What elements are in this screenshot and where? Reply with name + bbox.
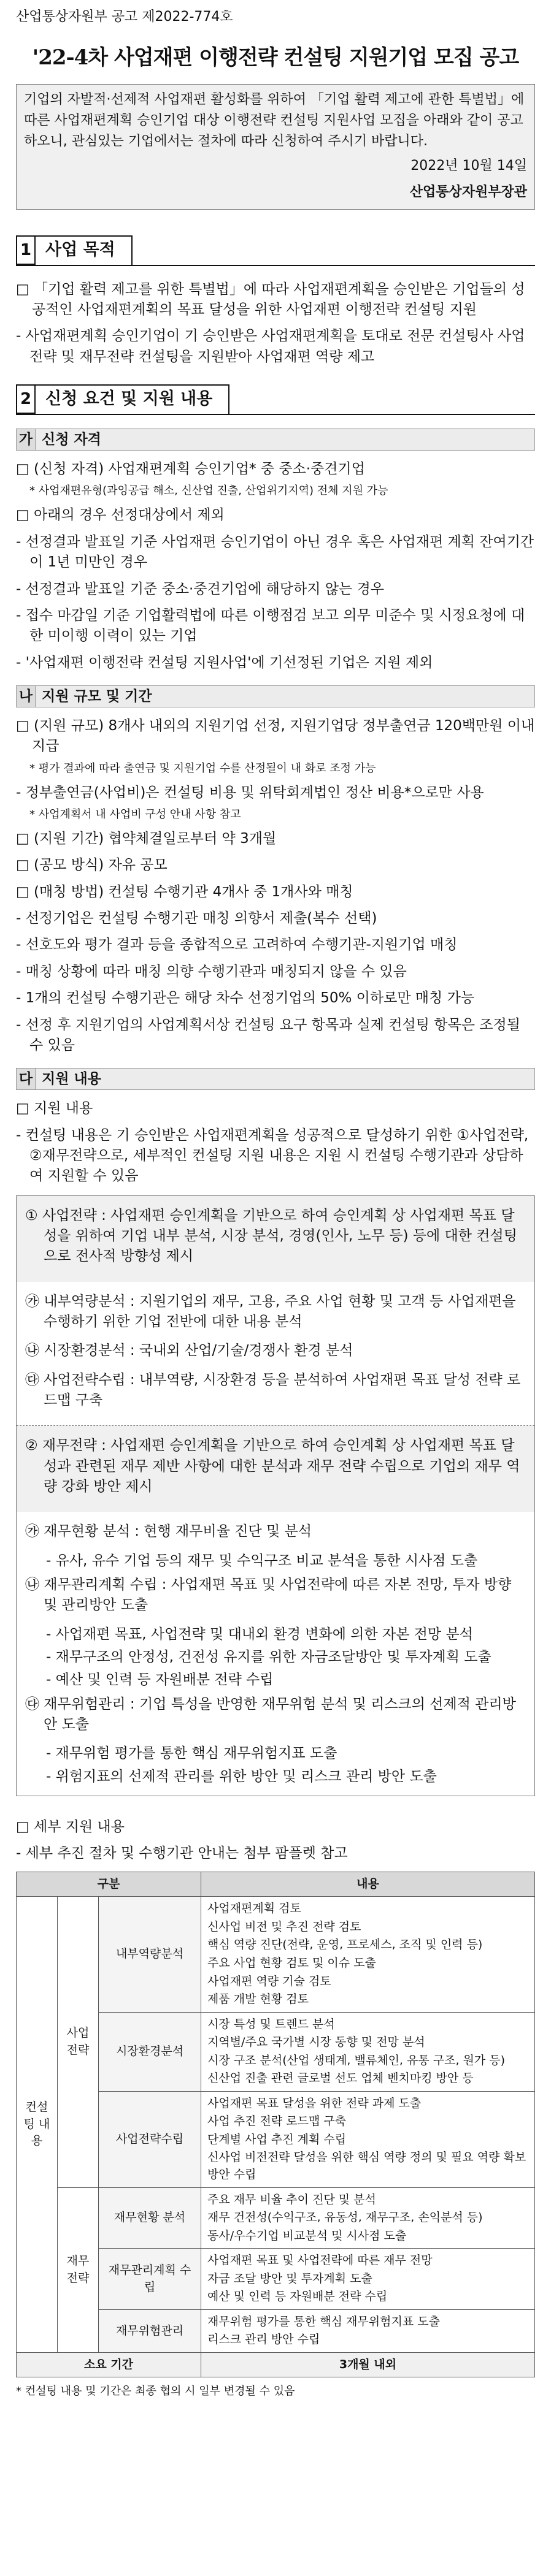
share-note: * 사업계획서 내 사업비 구성 안내 사항 참고: [29, 808, 241, 821]
item-text: 핵심 역량 진단(전략, 운영, 프로세스, 조직 및 인력 등): [207, 1938, 483, 1952]
section-number: 2: [16, 384, 36, 414]
financial-strategy-items: [17, 1512, 534, 1796]
section-number: 1: [16, 235, 36, 265]
exclusion-item: - 선정결과 발표일 기준 중소·중견기업에 해당하지 않는 경우: [16, 581, 385, 597]
items-cell: [201, 2309, 535, 2352]
field-cell: 사업전략수립: [99, 2091, 201, 2187]
eligibility-note: * 사업재편유형(과잉공급 해소, 신산업 진출, 산업위기지역) 전체 지원 가능: [29, 484, 388, 498]
notice-date: 2022년 10월 14일: [410, 158, 527, 174]
detail-subline: - 재무구조의 안정성, 건전성 유지를 위한 자금조달방안 및 투자계획 도출: [46, 1649, 491, 1666]
item-text: 자금 조달 방안 및 투자계획 도출: [207, 2271, 372, 2285]
item-text: 사업재편계획 검토: [207, 1902, 301, 1916]
support-detail-box: [16, 1195, 535, 1797]
detail-subline: - 위험지표의 선제적 관리를 위한 방안 및 리스크 관리 방안 도출: [46, 1768, 437, 1785]
table-row: [17, 2187, 535, 2249]
matching-line: □ (매칭 방법) 컨설팅 수행기관 4개사 중 1개사와 매칭: [16, 883, 353, 900]
subsection-eligibility: [16, 429, 535, 451]
subsection-mark: 가: [17, 429, 36, 450]
detail-subline: - 사업재편 목표, 사업전략 및 대내외 환경 변화에 의한 자본 전망 분석: [46, 1626, 473, 1642]
detail-line: ② 재무전략 : 사업재편 승인계획을 기반으로 하여 승인계획 상 사업재편 목표 달성과 관련된 재무 제반 사항에 대한 분석과 재무 전략 수립으로 기업의 재무 역량 강화 방안 제시: [25, 1438, 520, 1495]
period-label: 소요 기간: [17, 2352, 201, 2377]
share-line: - 정부출연금(사업비)은 컨설팅 비용 및 위탁회계법인 정산 비용*으로만 사용: [16, 784, 484, 801]
scale-note: * 평가 결과에 따라 출연금 및 지원기업 수를 산정될이 내 화로 조정 가능: [29, 761, 376, 775]
item-text: 재무 건전성(수익구조, 유동성, 재무구조, 손익분석 등): [207, 2211, 483, 2225]
item-text: 리스크 관리 방안 수립: [207, 2333, 320, 2347]
exclusion-heading: □ 아래의 경우 선정대상에서 제외: [16, 507, 225, 524]
subsection-mark: 다: [17, 1069, 36, 1089]
table-heading: □ 세부 지원 내용: [16, 1819, 125, 1835]
eligibility-line: □ (신청 자격) 사업재편계획 승인기업* 중 중소·중견기업: [16, 461, 365, 478]
item-text: 사업재편 목표 및 사업전략에 따른 재무 전망: [207, 2254, 433, 2268]
section-title: 사업 목적: [36, 235, 133, 265]
items-cell: [201, 1897, 535, 2012]
item-text: 시장 구조 분석(산업 생태계, 밸류체인, 유통 구조, 원가 등): [207, 2053, 506, 2067]
field-cell: 재무현황 분석: [99, 2187, 201, 2249]
business-strategy-items: [17, 1282, 534, 1426]
matching-item: - 매칭 상황에 따라 매칭 의향 수행기관과 매칭되지 않을 수 있음: [16, 963, 407, 980]
document-title: '22-4차 사업재편 이행전략 컨설팅 지원기업 모집 공고: [32, 45, 519, 70]
period-line: □ (지원 기간) 협약체결일로부터 약 3개월: [16, 831, 277, 847]
period-row: [17, 2352, 535, 2377]
item-text: 신사업 비전 및 추진 전략 검토: [207, 1919, 361, 1934]
items-cell: [201, 2012, 535, 2091]
intro-box: [16, 84, 535, 209]
method-line: □ (공모 방식) 자유 공모: [16, 857, 168, 874]
intro-text: 기업의 자발적·선제적 사업재편 활성화를 위하여 「기업 활력 제고에 관한 특별법」에 따른 사업재편계획 승인기업 대상 이행전략 컨설팅 지원사업 모집을 아래와 같이 공고하오니, 관심있는 기업에서는 절차에 따라 신청하여 주시기 바랍니다.: [24, 92, 525, 150]
detail-subline: - 재무위험 평가를 통한 핵심 재무위험지표 도출: [46, 1745, 337, 1762]
detail-line: ㉯ 재무관리계획 수립 : 사업재편 목표 및 사업전략에 따른 자본 전망, 투자 방향 및 관리방안 도출: [25, 1577, 512, 1614]
matching-item: - 1개의 컨설팅 수행기관은 해당 차수 선정기업의 50% 이하로만 매칭 가능: [16, 990, 475, 1007]
column-header-category: 구분: [17, 1872, 201, 1897]
section-2-heading: [16, 384, 535, 415]
detail-subline: - 예산 및 인력 등 자원배분 전략 수립: [46, 1672, 274, 1688]
purpose-line: - 사업재편계획 승인기업이 기 승인받은 사업재편계획을 토대로 전문 컨설팅사 사업 전략 및 재무전략 컨설팅을 지원받아 사업재편 역량 제고: [16, 328, 525, 365]
field-cell: 시장환경분석: [99, 2012, 201, 2091]
detail-line: ㉮ 내부역량분석 : 지원기업의 재무, 고용, 주요 사업 현황 및 고객 등 사업재편을 수행하기 위한 기업 전반에 대한 내용 분석: [25, 1293, 516, 1330]
support-detail-table: [16, 1872, 535, 2378]
detail-line: ① 사업전략 : 사업재편 승인계획을 기반으로 하여 승인계획 상 사업재편 목표 달성을 위하여 기업 내부 분석, 시장 분석, 경영(인사, 노무 등) 등에 대한 컨설팅으로 전사적 방향성 제시: [25, 1207, 517, 1265]
table-footnote: * 컨설팅 내용 및 기간은 최종 협의 시 일부 변경될 수 있음: [16, 2385, 295, 2398]
item-text: 제품 개발 현황 검토: [207, 1992, 309, 2006]
subsection-title: 신청 자격: [42, 432, 101, 448]
business-strategy-label: 사업 전략: [58, 1897, 99, 2187]
financial-strategy-label: 재무 전략: [58, 2187, 99, 2352]
detail-line: ㉰ 사업전략수립 : 내부역량, 시장환경 등을 분석하여 사업재편 목표 달성 전략 로드맵 구축: [25, 1371, 521, 1408]
exclusion-item: - 접수 마감일 기준 기업활력법에 따른 이행점검 보고 의무 미준수 및 시정요청에 대한 미이행 이력이 있는 기업: [16, 607, 525, 644]
item-text: 단계별 사업 추진 계획 수립: [207, 2132, 347, 2146]
item-text: 주요 사업 현황 검토 및 이슈 도출: [207, 1956, 376, 1970]
item-text: 동사/우수기업 비교분석 및 시사점 도출: [207, 2228, 407, 2243]
subsection-title: 지원 내용: [42, 1071, 101, 1088]
item-text: 사업재편 역량 기술 검토: [207, 1974, 331, 1988]
table-header-row: [17, 1872, 535, 1897]
item-text: 지역별/주요 국가별 시장 동향 및 전망 분석: [207, 2035, 425, 2049]
exclusion-item: - '사업재편 이행전략 컨설팅 지원사업'에 기선정된 기업은 지원 제외: [16, 654, 433, 671]
items-cell: [201, 2091, 535, 2187]
item-text: 사업재편 목표 달성을 위한 전략 과제 도출: [207, 2096, 422, 2110]
detail-line: ㉰ 재무위험관리 : 기업 특성을 반영한 재무위험 분석 및 리스크의 선제적 관리방안 도출: [25, 1696, 516, 1733]
exclusion-item: - 선정결과 발표일 기준 사업재편 승인기업이 아닌 경우 혹은 사업재편 계획 잔여기간이 1년 미만인 경우: [16, 533, 534, 571]
financial-strategy-block: [17, 1426, 534, 1512]
scale-line: □ (지원 규모) 8개사 내외의 지원기업 선정, 지원기업당 정부출연금 120백만원 이내 지급: [16, 717, 535, 755]
support-line: - 컨설팅 내용은 기 승인받은 사업재편계획을 성공적으로 달성하기 위한 ①사업전략, ②재무전략으로, 세부적인 컨설팅 지원 내용은 지원 시 컨설팅 수행기관과 상담하여 지원할 수 있음: [16, 1127, 529, 1184]
item-text: 예산 및 인력 등 자원배분 전략 수립: [207, 2290, 388, 2304]
item-text: 주요 재무 비율 추이 진단 및 분석: [207, 2192, 376, 2206]
item-text: 재무위험 평가를 통한 핵심 재무위험지표 도출: [207, 2314, 440, 2328]
issuing-organization: 산업통상자원부장관: [409, 184, 527, 200]
detail-line: ㉯ 시장환경분석 : 국내외 산업/기술/경쟁사 환경 분석: [25, 1343, 353, 1359]
table-row: [17, 1897, 535, 2012]
subsection-mark: 나: [17, 686, 36, 707]
detail-subline: - 유사, 유수 기업 등의 재무 및 수익구조 비교 분석을 통한 시사점 도출: [46, 1552, 478, 1569]
subsection-scale-period: [16, 685, 535, 707]
detail-line: ㉮ 재무현황 분석 : 현행 재무비율 진단 및 분석: [25, 1523, 312, 1540]
matching-item: - 선정기업은 컨설팅 수행기관 매칭 의향서 제출(복수 선택): [16, 910, 377, 927]
field-cell: 재무위험관리: [99, 2309, 201, 2352]
items-cell: [201, 2187, 535, 2249]
subsection-support: [16, 1068, 535, 1090]
items-cell: [201, 2249, 535, 2310]
consulting-label: 컨설팅 내용: [17, 1897, 58, 2353]
field-cell: 내부역량분석: [99, 1897, 201, 2012]
purpose-line: □ 「기업 활력 제고를 위한 특별법」에 따라 사업재편계획을 승인받은 기업들의 성공적인 사업재편계획의 목표 달성을 위한 사업재편 이행전략 컨설팅 지원: [16, 281, 525, 318]
business-strategy-block: [17, 1196, 534, 1282]
field-cell: 재무관리계획 수립: [99, 2249, 201, 2310]
matching-item: - 선정 후 지원기업의 사업계획서상 컨설팅 요구 항목과 실제 컨설팅 항목은 조정될 수 있음: [16, 1016, 520, 1053]
support-heading: □ 지원 내용: [16, 1100, 93, 1117]
table-subheading: - 세부 추진 절차 및 수행기관 안내는 첨부 팜플렛 참고: [16, 1845, 348, 1862]
item-text: 시장 특성 및 트렌드 분석: [207, 2017, 335, 2031]
subsection-title: 지원 규모 및 기간: [42, 688, 152, 704]
item-text: 사업 추진 전략 로드맵 구축: [207, 2114, 347, 2128]
section-title: 신청 요건 및 지원 내용: [36, 384, 229, 414]
column-header-content: 내용: [201, 1872, 535, 1897]
item-text: 신산업 진출 관련 글로벌 선도 업체 벤치마킹 방안 등: [207, 2071, 474, 2086]
section-1-heading: [16, 235, 535, 266]
notice-number: 산업통상자원부 공고 제2022-774호: [16, 9, 233, 25]
matching-item: - 선호도와 평가 결과 등을 종합적으로 고려하여 수행기관-지원기업 매칭: [16, 937, 458, 953]
period-value: 3개월 내외: [201, 2352, 535, 2377]
item-text: 신사업 비전전략 달성을 위한 핵심 역량 정의 및 필요 역량 확보 방안 수립: [207, 2151, 526, 2182]
